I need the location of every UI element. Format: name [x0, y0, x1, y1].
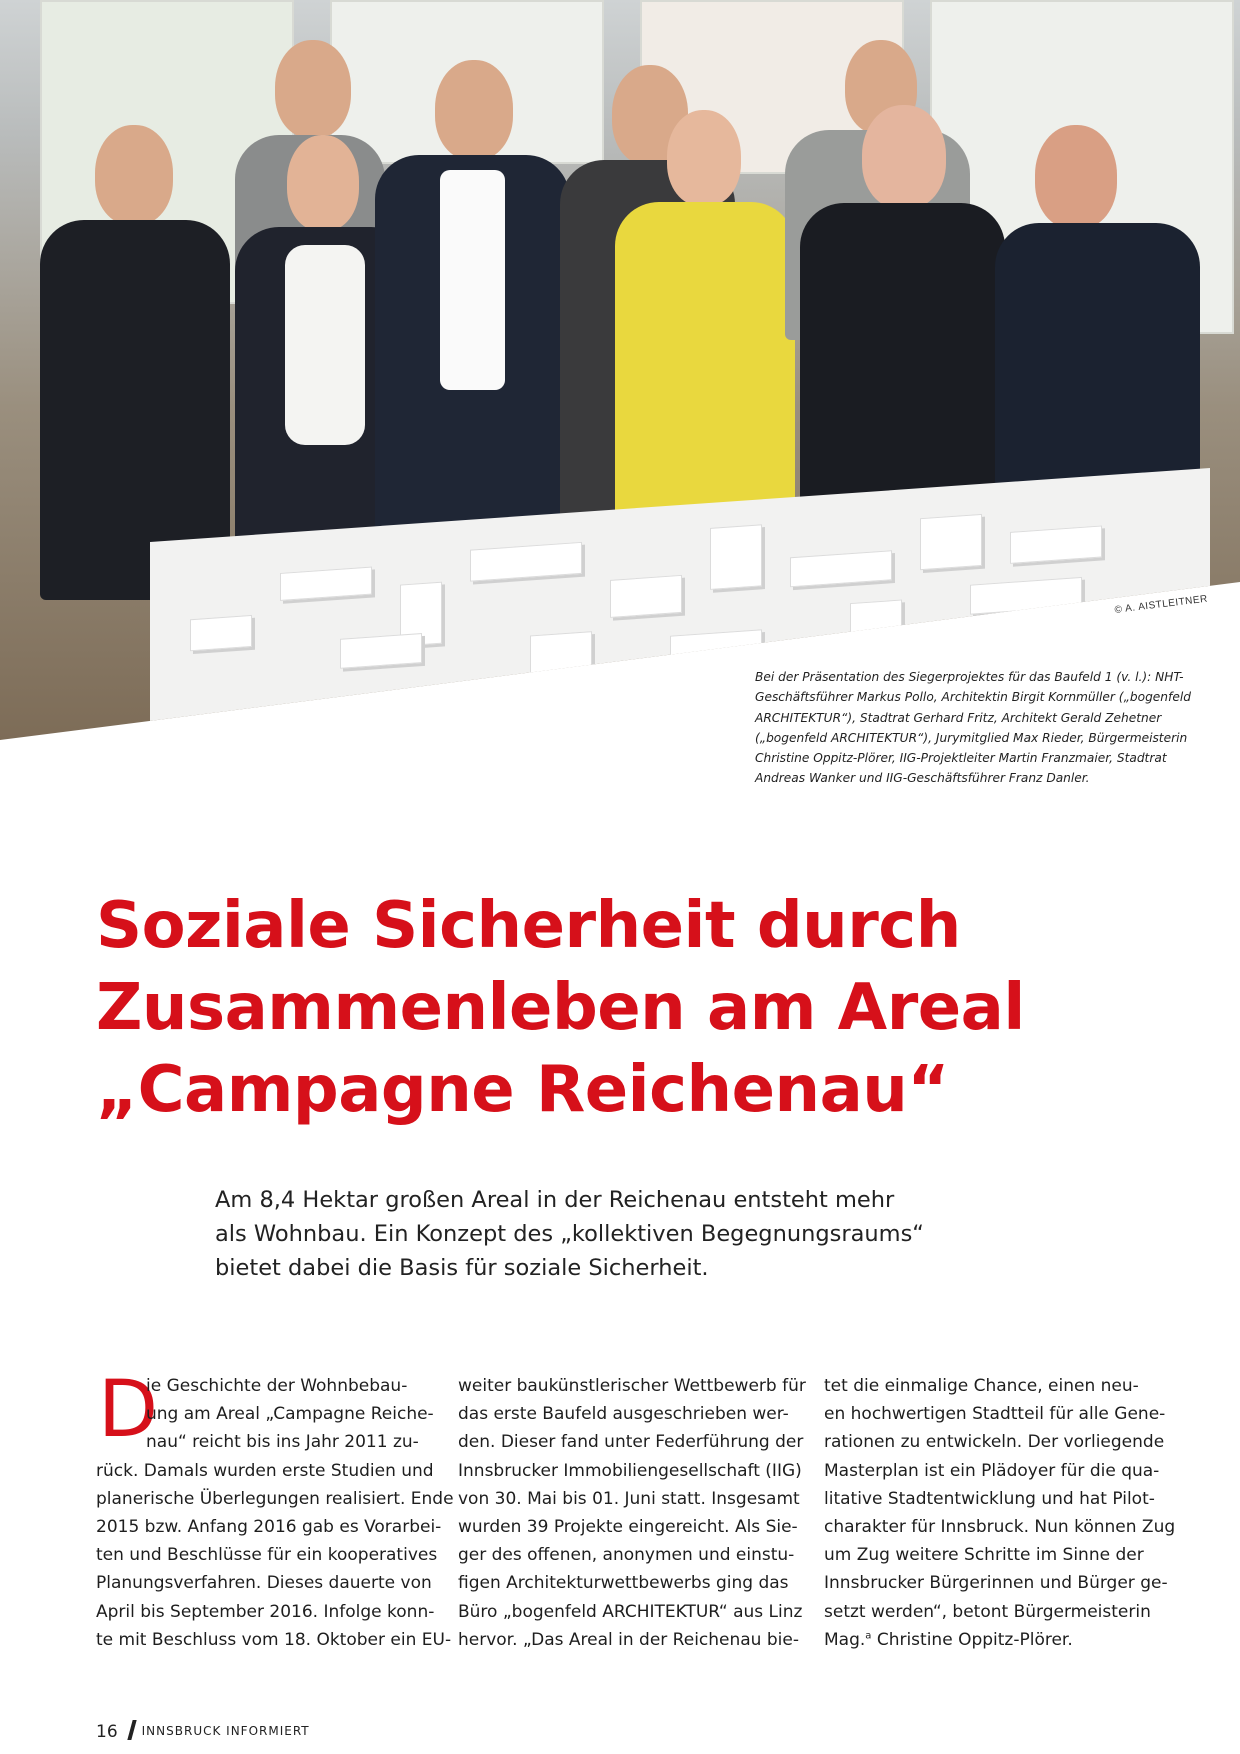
- body-line: weiter baukünstlerischer Wettbewerb für: [458, 1376, 806, 1396]
- caption-line: ARCHITEKTUR“), Stadtrat Gerhard Fritz, Architekt Gerald Zehetner: [755, 710, 1162, 725]
- body-line: [824, 1626, 1154, 1654]
- author-name: Christine Oppitz-Plörer.: [871, 1629, 1073, 1650]
- body-line: setzt werden“, betont Bürgermeisterin: [824, 1601, 1151, 1622]
- article-column-2: [458, 1372, 806, 1654]
- body-line: te mit Beschluss vom 18. Oktober ein EU-: [96, 1629, 452, 1650]
- headline-line: Zusammenleben am Areal: [96, 971, 1025, 1045]
- page-footer: [96, 1720, 310, 1744]
- body-line: ger des offenen, anonymen und einstu-: [458, 1545, 795, 1566]
- body-line: um Zug weitere Schritte im Sinne der: [824, 1545, 1144, 1566]
- body-line: wurden 39 Projekte eingereicht. Als Sie-: [458, 1517, 798, 1538]
- body-line: tet die einmalige Chance, einen neu-: [824, 1376, 1139, 1396]
- caption-line: („bogenfeld ARCHITEKTUR“), Jurymitglied Max Rieder, Bürgermeisterin: [755, 730, 1188, 745]
- person-figure: [615, 110, 795, 540]
- body-line: April bis September 2016. Infolge konn-: [96, 1601, 435, 1622]
- caption-line: Christine Oppitz-Plörer, IIG-Projektleiter Martin Franzmaier, Stadtrat: [755, 751, 1167, 766]
- body-line: charakter für Innsbruck. Nun können Zug: [824, 1517, 1176, 1538]
- body-line: rationen zu entwickeln. Der vorliegende: [824, 1432, 1165, 1453]
- body-line: figen Architekturwettbewerbs ging das: [458, 1573, 789, 1594]
- caption-line: Geschäftsführer Markus Pollo, Architektin Birgit Kornmüller („bogenfeld: [755, 690, 1191, 705]
- body-line: Büro „bogenfeld ARCHITEKTUR“ aus Linz: [458, 1601, 803, 1622]
- body-line: Masterplan ist ein Plädoyer für die qua-: [824, 1460, 1160, 1481]
- article-column-3: [824, 1372, 1176, 1654]
- article-headline: [96, 885, 1196, 1131]
- page-number: 16: [96, 1722, 118, 1742]
- body-line: 2015 bzw. Anfang 2016 gab es Vorarbei-: [96, 1517, 442, 1538]
- body-line: ung am Areal „Campagne Reiche-: [146, 1404, 434, 1425]
- body-line: Innsbrucker Immobiliengesellschaft (IIG): [458, 1460, 802, 1481]
- article-lead: [215, 1183, 935, 1285]
- drop-cap: D: [98, 1365, 159, 1455]
- body-line: nau“ reicht bis ins Jahr 2011 zu-: [146, 1432, 419, 1453]
- body-line: von 30. Mai bis 01. Juni statt. Insgesamt: [458, 1488, 800, 1509]
- person-figure: [375, 60, 570, 540]
- body-line: rück. Damals wurden erste Studien und: [96, 1460, 434, 1481]
- photo-credit: © A. AISTLEITNER: [1114, 593, 1209, 616]
- caption-line: Andreas Wanker und IIG-Geschäftsführer Franz Danler.: [755, 771, 1090, 786]
- body-line: ie Geschichte der Wohnbebau-: [146, 1376, 408, 1396]
- body-line: en hochwertigen Stadtteil für alle Gene-: [824, 1404, 1166, 1425]
- body-line: hervor. „Das Areal in der Reichenau bie-: [458, 1629, 799, 1650]
- article-column-1: [96, 1365, 454, 1654]
- title-prefix: Mag.: [824, 1629, 866, 1650]
- caption-line: Bei der Präsentation des Siegerprojektes für das Baufeld 1 (v. l.): NHT-: [755, 670, 1184, 684]
- body-line: ten und Beschlüsse für ein kooperatives: [96, 1545, 438, 1566]
- lead-line: Am 8,4 Hektar großen Areal in der Reichenau entsteht mehr: [215, 1187, 895, 1213]
- person-figure: [40, 125, 230, 595]
- publication-name: INNSBRUCK INFORMIERT: [141, 1724, 310, 1738]
- headline-line: Soziale Sicherheit durch: [96, 889, 961, 963]
- body-line: Planungsverfahren. Dieses dauerte von: [96, 1573, 432, 1594]
- photo-caption: [755, 667, 1191, 789]
- lead-line: als Wohnbau. Ein Konzept des „kollektiven Begegnungsraums“: [215, 1221, 924, 1247]
- body-line: litative Stadtentwicklung und hat Pilot-: [824, 1488, 1155, 1509]
- body-line: das erste Baufeld ausgeschrieben wer-: [458, 1404, 789, 1425]
- group-photo: [0, 0, 1240, 740]
- title-superscript: a: [865, 1630, 872, 1642]
- slash-divider-icon: [127, 1720, 136, 1740]
- body-line: den. Dieser fand unter Federführung der: [458, 1432, 804, 1453]
- lead-line: bietet dabei die Basis für soziale Sicherheit.: [215, 1255, 709, 1281]
- headline-line: „Campagne Reichenau“: [96, 1053, 949, 1127]
- body-line: planerische Überlegungen realisiert. Ende: [96, 1488, 454, 1509]
- body-line: Innsbrucker Bürgerinnen und Bürger ge-: [824, 1573, 1168, 1594]
